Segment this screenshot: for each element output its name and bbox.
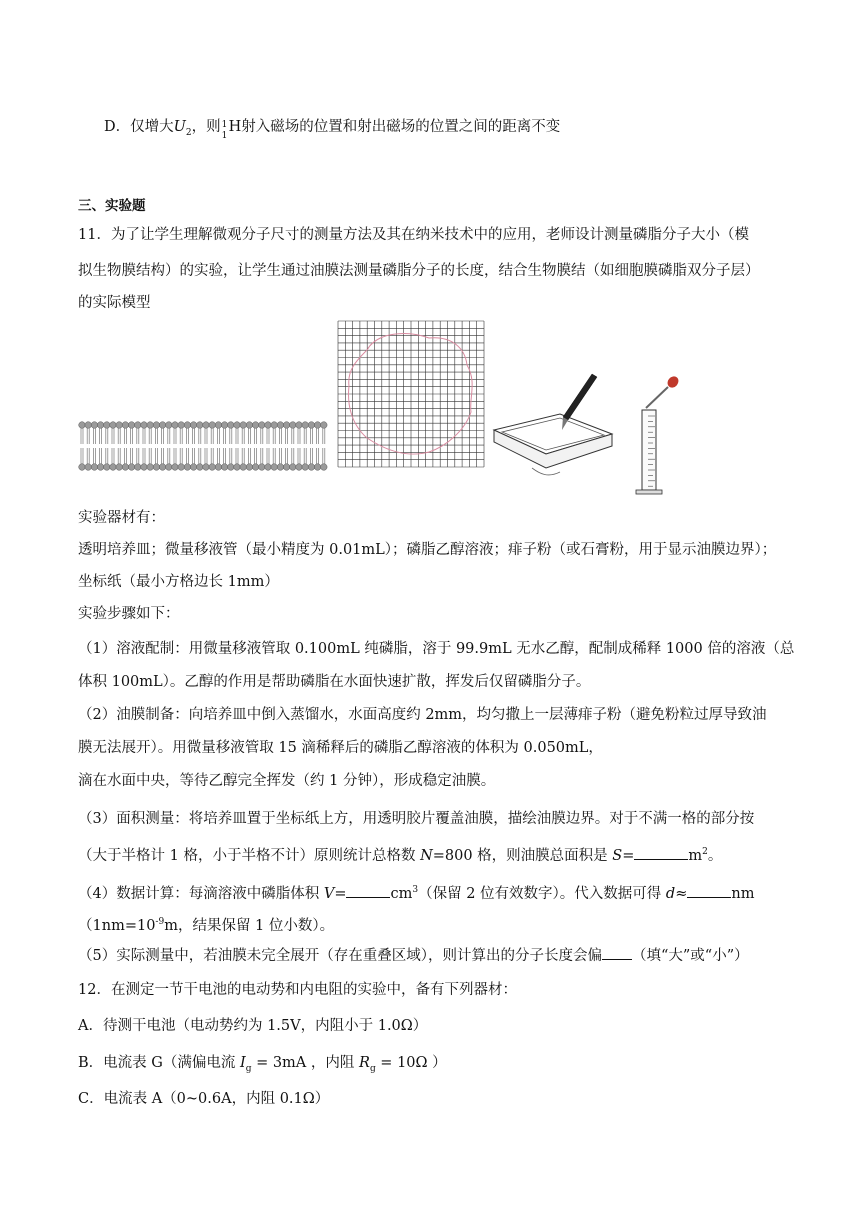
u-variable: U: [173, 119, 186, 135]
answer-blank-bias[interactable]: [602, 945, 632, 960]
lipid-head: [277, 464, 284, 471]
lipid-head: [283, 464, 290, 471]
lipid-head: [265, 464, 272, 471]
lipid-head: [122, 422, 129, 429]
lipid-head: [190, 422, 197, 429]
step4-line1: [78, 880, 754, 904]
lipid-head: [240, 464, 247, 471]
lipid-head: [135, 422, 142, 429]
var-d: d: [665, 885, 676, 902]
unit-exponent: 3: [412, 885, 419, 895]
lipid-head: [178, 464, 185, 471]
lipid-head: [91, 464, 98, 471]
step4-text: （1nm=10: [78, 917, 156, 934]
answer-blank-length[interactable]: [687, 883, 731, 898]
lipid-head: [259, 464, 266, 471]
lipid-head: [321, 422, 328, 429]
culture-dish-figure: [488, 372, 618, 482]
lipid-head: [141, 464, 148, 471]
lipid-head: [321, 464, 328, 471]
unit-m: m: [688, 847, 703, 864]
lipid-head: [128, 422, 135, 429]
step4-text: （保留 2 位有效数字）。代入数据可得: [418, 885, 666, 902]
lipid-head: [271, 422, 278, 429]
graduated-cylinder-icon: [636, 410, 662, 494]
lipid-head: [252, 422, 259, 429]
nuclide-atomic-number: 1: [221, 131, 228, 141]
lipid-head: [91, 422, 98, 429]
exponent: -9: [155, 917, 165, 927]
step5-line: [78, 945, 749, 966]
step5-text: （填“大”或“小”）: [631, 948, 749, 964]
option-b-text: = 10Ω ）: [375, 1055, 447, 1071]
lipid-head: [234, 422, 241, 429]
steps-title: 实验步骤如下：: [78, 606, 180, 622]
lipid-head: [215, 464, 222, 471]
lipid-head: [122, 464, 129, 471]
lipid-head: [197, 422, 204, 429]
lipid-head: [104, 422, 111, 429]
lipid-head: [159, 464, 166, 471]
q12-option-a: A．待测干电池（电动势约为 1.5V，内阻小于 1.0Ω）: [78, 1018, 428, 1034]
lipid-head: [85, 464, 92, 471]
var-rg: R: [359, 1055, 370, 1071]
lipid-head: [178, 422, 185, 429]
step3-text: 。: [707, 847, 723, 864]
var-ig: I: [239, 1055, 246, 1071]
lipid-head: [240, 422, 247, 429]
step4-text: （4）数据计算：每滴溶液中磷脂体积: [78, 885, 324, 902]
step2-line3: 滴在水面中央，等待乙醇完全挥发（约 1 分钟），形成稳定油膜。: [78, 773, 496, 789]
lipid-head: [302, 422, 309, 429]
lipid-head: [141, 422, 148, 429]
step1-line2: 体积 100mL）。乙醇的作用是帮助磷脂在水面快速扩散，挥发后仅留磷脂分子。: [78, 674, 591, 690]
unit-cm: cm: [390, 885, 413, 902]
lipid-head: [209, 422, 216, 429]
lipid-head: [166, 464, 173, 471]
step2-line1: （2）油膜制备：向培养皿中倒入蒸馏水，水面高度约 2mm，均匀撒上一层薄痱子粉（避免粉粒过厚导致油: [78, 707, 767, 723]
lipid-head: [135, 464, 142, 471]
lipid-head: [314, 422, 321, 429]
lipid-head: [116, 422, 123, 429]
q11-line1: 11．为了让学生理解微观分子尺寸的测量方法及其在纳米技术中的应用，老师设计测量磷脂分子大小（模: [78, 227, 749, 243]
answer-blank-volume[interactable]: [346, 883, 390, 898]
lipid-head: [209, 464, 216, 471]
lipid-head: [308, 422, 315, 429]
phospholipid-bilayer-figure: [78, 420, 328, 472]
lipid-head: [166, 422, 173, 429]
lipid-head: [147, 464, 154, 471]
lipid-head: [184, 422, 191, 429]
option-d-prefix: D．仅增大: [104, 119, 174, 135]
step4-text: =: [334, 885, 347, 902]
lipid-head: [277, 422, 284, 429]
lipid-head: [308, 464, 315, 471]
lipid-head: [296, 464, 303, 471]
lipid-head: [203, 464, 210, 471]
unit-exponent: 2: [702, 847, 708, 857]
var-v: V: [323, 885, 335, 902]
lipid-head: [228, 422, 235, 429]
lipid-head: [259, 422, 266, 429]
option-d: [104, 117, 560, 143]
lipid-head: [79, 422, 86, 429]
var-n: N: [420, 847, 433, 864]
unit-nm: nm: [731, 885, 755, 902]
lipid-head: [271, 464, 278, 471]
lipid-head: [190, 464, 197, 471]
option-d-rest: 射入磁场的位置和射出磁场的位置之间的距离不变: [241, 119, 561, 135]
lipid-head: [228, 464, 235, 471]
q11-line2: 拟生物膜结构）的实验，让学生通过油膜法测量磷脂分子的长度，结合生物膜结（如细胞膜磷脂双分子层）: [78, 263, 760, 279]
lipid-head: [302, 464, 309, 471]
q12-option-b: [78, 1053, 447, 1079]
nuclide-notation: [221, 117, 229, 141]
cylinder-dropper-figure: [630, 372, 680, 497]
step4-text: ≈: [675, 885, 688, 902]
lipid-head: [104, 464, 111, 471]
q11-line3: 的实际模型: [78, 295, 151, 311]
lipid-head: [79, 464, 86, 471]
lipid-molecules: [79, 422, 327, 471]
lipid-head: [215, 422, 222, 429]
nuclide-symbol: H: [228, 119, 242, 135]
lipid-head: [290, 464, 297, 471]
lipid-head: [296, 422, 303, 429]
option-b-text: = 3mA ，内阻: [251, 1055, 360, 1071]
lipid-head: [221, 422, 228, 429]
lipid-head: [97, 422, 104, 429]
step2-line2: 膜无法展开）。用微量移液管取 15 滴稀释后的磷脂乙醇溶液的体积为 0.050mL，: [78, 740, 603, 756]
materials-line1: 透明培养皿；微量移液管（最小精度为 0.01mL）；磷脂乙醇溶液；痱子粉（或石膏粉，用于显示油膜边界）；: [78, 542, 777, 558]
step5-text: （5）实际测量中，若油膜未完全展开（存在重叠区域），则计算出的分子长度会偏: [78, 948, 602, 964]
answer-blank-area[interactable]: [634, 845, 688, 860]
lipid-head: [221, 464, 228, 471]
grid-lines: [338, 321, 484, 467]
lipid-head: [110, 464, 117, 471]
subscript: g: [369, 1063, 376, 1074]
option-b-text: B．电流表 G（满偏电流: [78, 1055, 240, 1071]
nuclide-mass-number: 1: [221, 120, 228, 130]
lipid-head: [252, 464, 259, 471]
dropper-icon: [646, 374, 680, 408]
dish-shadow: [532, 468, 560, 475]
step3-line1: （3）面积测量：将培养皿置于坐标纸上方，用透明胶片覆盖油膜，描绘油膜边界。对于不满一格的部分按: [78, 811, 755, 827]
subscript: g: [245, 1063, 252, 1074]
lipid-head: [314, 464, 321, 471]
q12-line1: 12．在测定一节干电池的电动势和内电阻的实验中，备有下列器材：: [78, 982, 517, 998]
lipid-head: [116, 464, 123, 471]
lipid-head: [153, 422, 160, 429]
step4-text: m，结果保留 1 位小数）。: [164, 917, 335, 934]
lipid-head: [153, 464, 160, 471]
lipid-head: [265, 422, 272, 429]
lipid-head: [85, 422, 92, 429]
var-s: S: [612, 847, 623, 864]
option-d-text: ，则: [191, 119, 221, 135]
lipid-head: [197, 464, 204, 471]
section-title: 三、实验题: [78, 198, 146, 214]
step4-line2: [78, 912, 334, 936]
step1-line1: （1）溶液配制：用微量移液管取 0.100mL 纯磷脂，溶于 99.9mL 无水乙醇，配制成稀释 1000 倍的溶液（总: [78, 641, 795, 657]
step3-line2: [78, 842, 722, 866]
lipid-head: [110, 422, 117, 429]
materials-line2: 坐标纸（最小方格边长 1mm）: [78, 574, 279, 590]
lipid-head: [246, 422, 253, 429]
q12-option-c: C．电流表 A（0~0.6A，内阻 0.1Ω）: [78, 1091, 330, 1107]
step3-text: =800 格，则油膜总面积是: [432, 847, 613, 864]
lipid-head: [234, 464, 241, 471]
lipid-head: [97, 464, 104, 471]
lipid-head: [159, 422, 166, 429]
step3-text: （大于半格计 1 格，小于半格不计）原则统计总格数: [78, 847, 421, 864]
step3-text: =: [622, 847, 635, 864]
materials-title: 实验器材有：: [78, 510, 165, 526]
grid-paper-figure: [337, 320, 487, 468]
lipid-head: [290, 422, 297, 429]
lipid-head: [172, 422, 179, 429]
u-subscript: 2: [185, 127, 192, 138]
lipid-head: [172, 464, 179, 471]
lipid-head: [283, 422, 290, 429]
lipid-head: [203, 422, 210, 429]
lipid-head: [128, 464, 135, 471]
lipid-head: [184, 464, 191, 471]
lipid-head: [246, 464, 253, 471]
lipid-head: [147, 422, 154, 429]
